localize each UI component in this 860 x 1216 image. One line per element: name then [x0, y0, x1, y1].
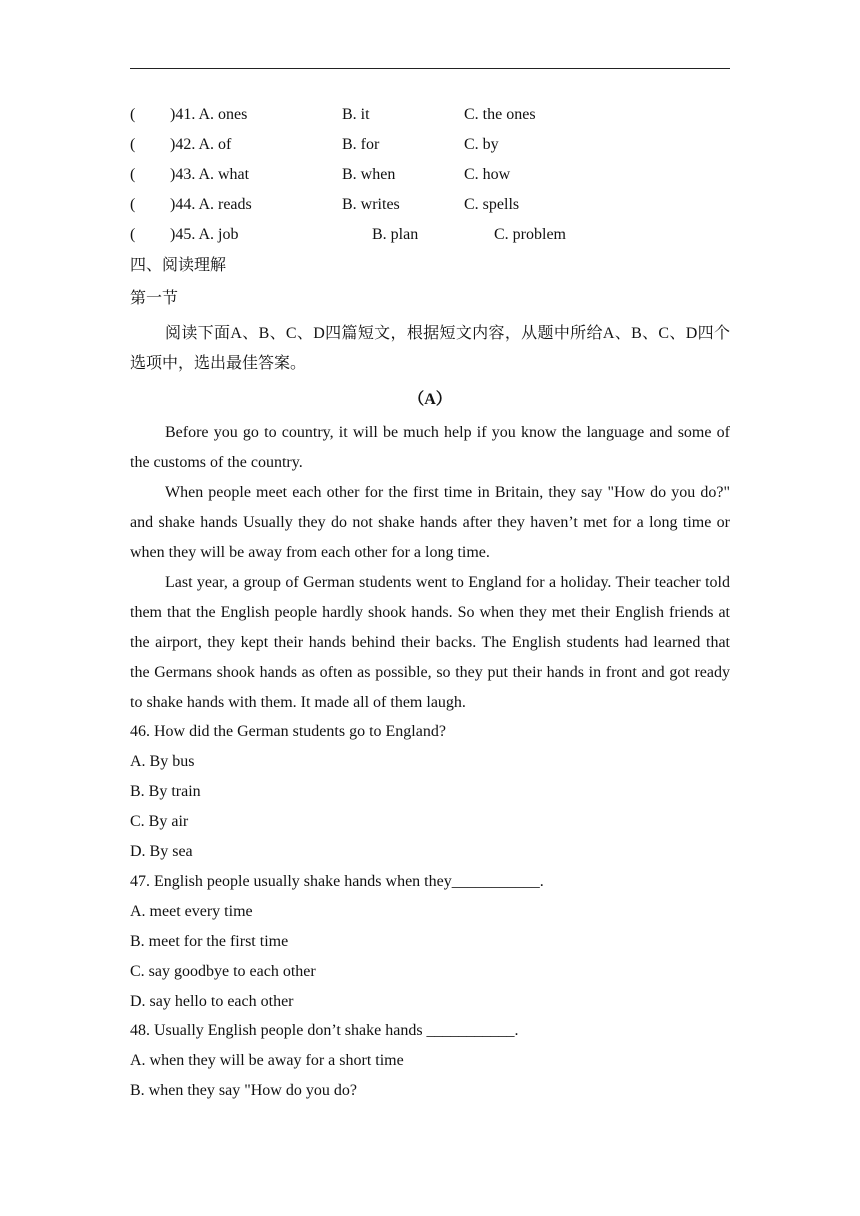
passage-paragraph-3: Last year, a group of German students went to England for a holiday. Their teacher told them that the English people hardly shook hands. So when they met their English friends at the airport, they kept their hands behind their backs. The English students had learned that the Germans shook hands as often as possible, so they put their hands in front and got ready to shake hands with them. It made all of them laugh.: [130, 574, 730, 711]
instructions: 阅读下面A、B、C、D四篇短文，根据短文内容，从题中所给A、B、C、D四个选项中，选出最佳答案。: [130, 325, 730, 372]
question-48-option-a: A. when they will be away for a short time: [130, 1052, 404, 1069]
question-47-stem: 47. English people usually shake hands when they___________.: [130, 873, 544, 890]
question-48-option-b: B. when they say "How do you do?: [130, 1082, 357, 1099]
option-c: C. how: [464, 166, 511, 183]
question-46-stem: 46. How did the German students go to England?: [130, 723, 446, 740]
passage-paragraph-2: When people meet each other for the first time in Britain, they say "How do you do?" and shake hands Usually they do not shake hands after they haven’t met for a long time or when they will be away from each other for a long time.: [130, 484, 730, 561]
question-47-option-b: B. meet for the first time: [130, 933, 289, 950]
option-a: )45. A. job: [170, 226, 239, 243]
option-b: B. for: [342, 136, 380, 153]
option-c: C. spells: [464, 196, 520, 213]
question-46-option-a: A. By bus: [130, 753, 195, 770]
option-c: C. by: [464, 136, 499, 153]
option-b: B. plan: [372, 226, 419, 243]
question-47-option-a: A. meet every time: [130, 903, 253, 920]
section-heading: 四、阅读理解: [130, 257, 227, 274]
question-46-option-d: D. By sea: [130, 843, 193, 860]
option-c: C. problem: [494, 226, 566, 243]
answer-blank: (: [130, 136, 136, 153]
option-c: C. the ones: [464, 106, 536, 123]
option-b: B. it: [342, 106, 370, 123]
header-rule: [130, 68, 730, 69]
question-46-option-b: B. By train: [130, 783, 201, 800]
subsection-heading: 第一节: [130, 290, 179, 307]
option-a: )41. A. ones: [170, 106, 248, 123]
answer-blank: (: [130, 106, 136, 123]
question-47-option-d: D. say hello to each other: [130, 993, 294, 1010]
option-b: B. writes: [342, 196, 400, 213]
option-b: B. when: [342, 166, 396, 183]
question-46-option-c: C. By air: [130, 813, 189, 830]
question-47-option-c: C. say goodbye to each other: [130, 963, 316, 980]
answer-blank: (: [130, 166, 136, 183]
answer-blank: (: [130, 226, 136, 243]
option-a: )42. A. of: [170, 136, 232, 153]
option-a: )44. A. reads: [170, 196, 252, 213]
question-48-stem: 48. Usually English people don’t shake hands ___________.: [130, 1022, 519, 1039]
answer-blank: (: [130, 196, 136, 213]
passage-paragraph-1: Before you go to country, it will be much help if you know the language and some of the customs of the country.: [130, 424, 730, 471]
option-a: )43. A. what: [170, 166, 250, 183]
passage-label: （A）: [408, 391, 452, 408]
